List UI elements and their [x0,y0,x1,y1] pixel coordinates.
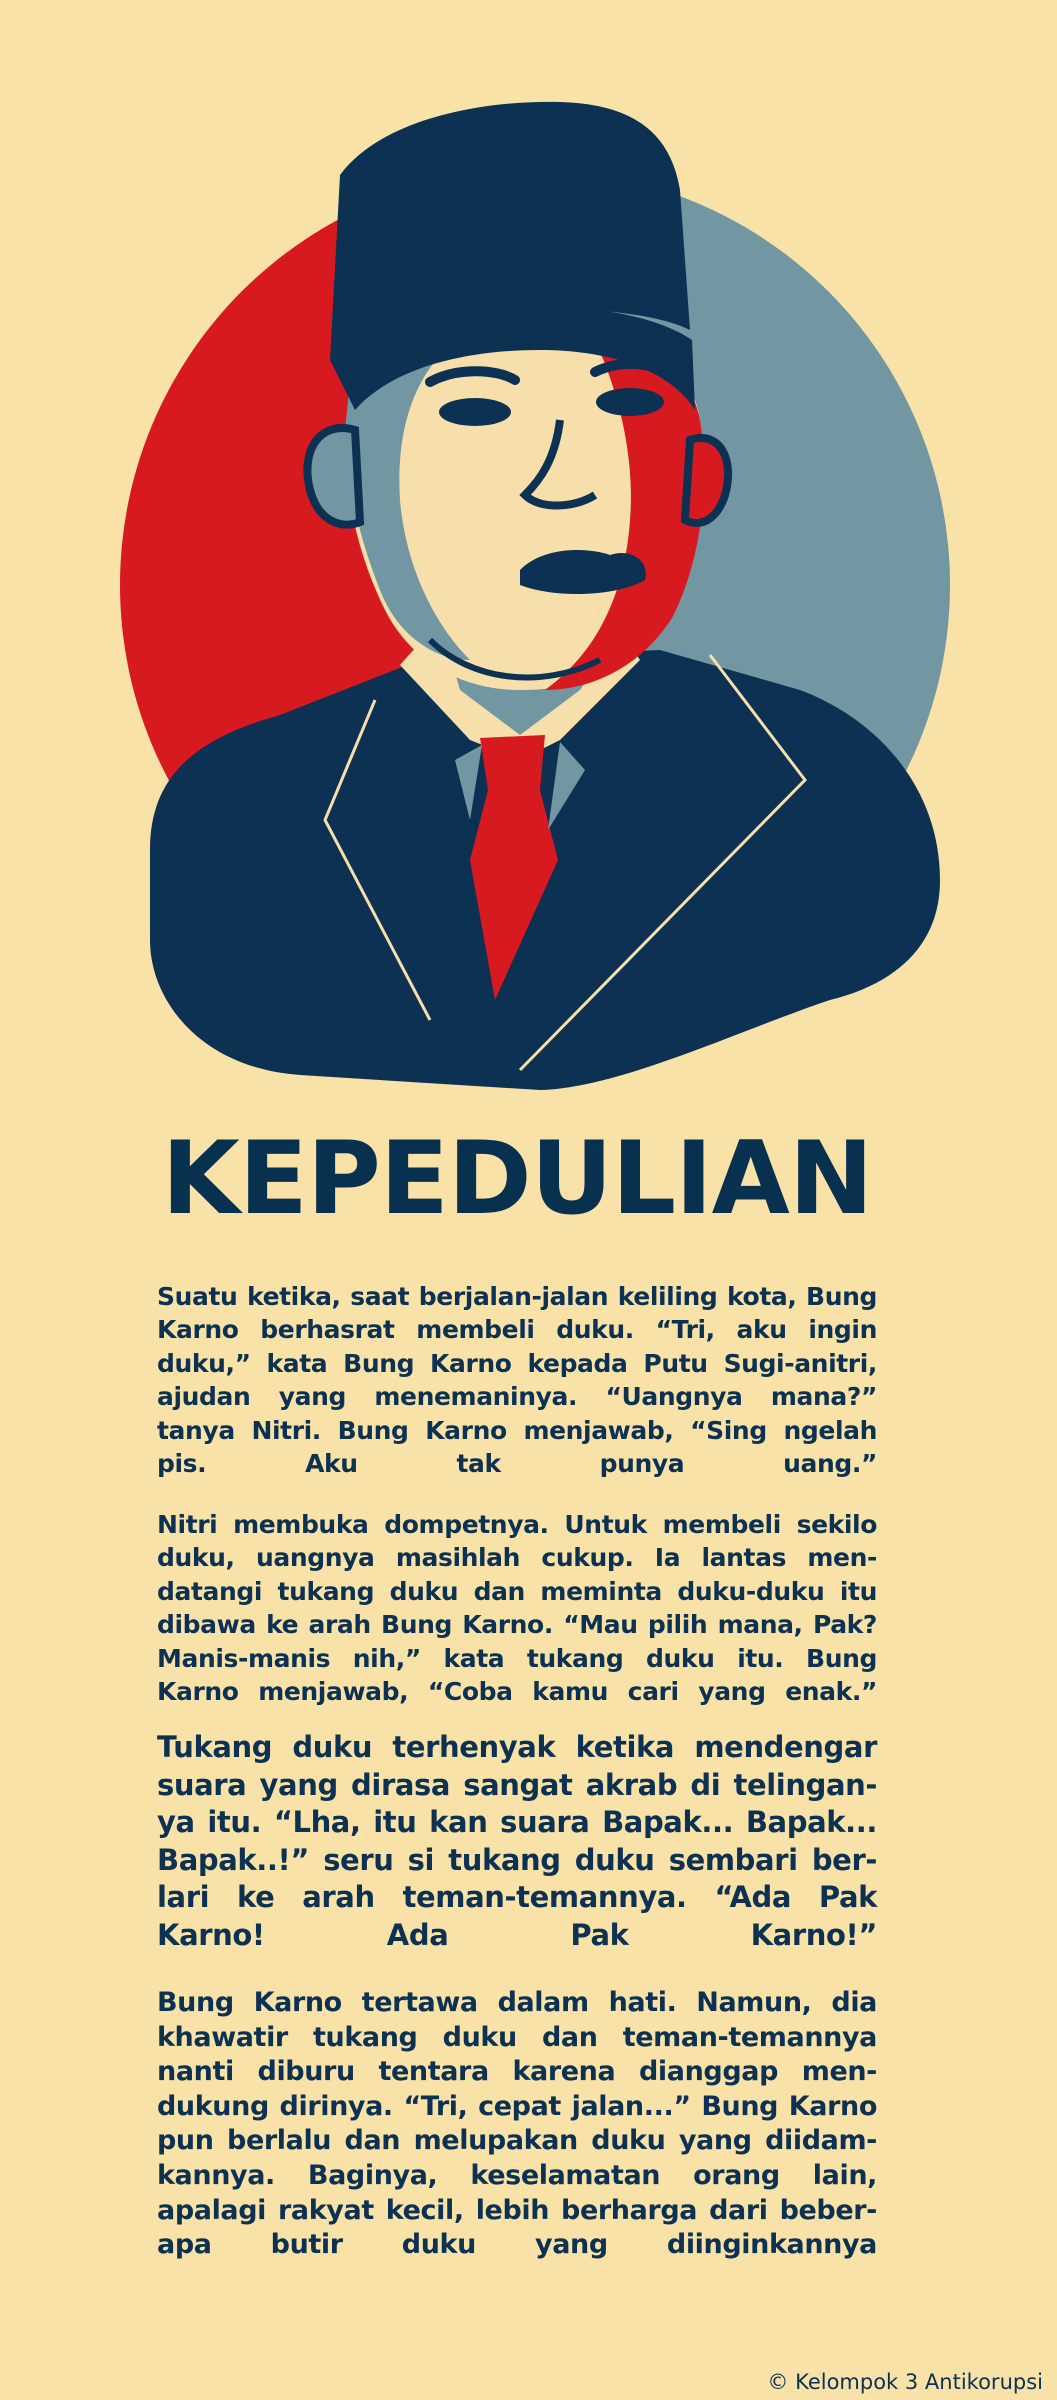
story-paragraph-4: Bung Karno tertawa dalam hati. Namun, dia khawatir tukang duku dan teman-temannya nanti diburu tentara karena dianggap men-dukung dirinya. “Tri, cepat jalan...” Bung Karno pun berlalu dan melupakan duku yang diidam-kannya. Baginya, keselamatan orang lain, apalagi rakyat kecil, lebih berharga dari beber-apa butir duku yang diinginkannya [157,1987,877,2261]
right-eye [596,388,664,416]
story-paragraph-2: Nitri membuka dompetnya. Untuk membeli sekilo duku, uangnya masihlah cukup. Ia lantas men-datangi tukang duku dan meminta duku-duku itu dibawa ke arah Bung Karno. “Mau pilih mana, Pak? Manis-manis nih,” kata tukang duku itu. Bung Karno menjawab, “Coba kamu cari yang enak.” [157,1510,877,1707]
right-ear [685,438,728,523]
story-paragraph-1: Suatu ketika, saat berjalan-jalan keliling kota, Bung Karno berhasrat membeli duku. “Tri, aku ingin duku,” kata Bung Karno kepada Putu Sugi-anitri, ajudan yang menemaninya. “Uangnya mana?” tanya Nitri. Bung Karno menjawab, “Sing ngelah pis. Aku tak punya uang.” [157,1282,877,1479]
portrait-illustration [0,0,1057,1100]
left-eye [439,398,511,426]
page-title: KEPEDULIAN [161,1119,873,1237]
left-ear [307,428,360,525]
copyright-notice: © Kelompok 3 Antikorupsi [767,2370,1043,2394]
story-paragraph-3: Tukang duku terhenyak ketika mendengar suara yang dirasa sangat akrab di telingan-ya itu. “Lha, itu kan suara Bapak... Bapak... Bapak..!” seru si tukang duku sembari ber-lari ke arah teman-temannya. “Ada Pak Karno! Ada Pak Karno!” [157,1730,877,1952]
